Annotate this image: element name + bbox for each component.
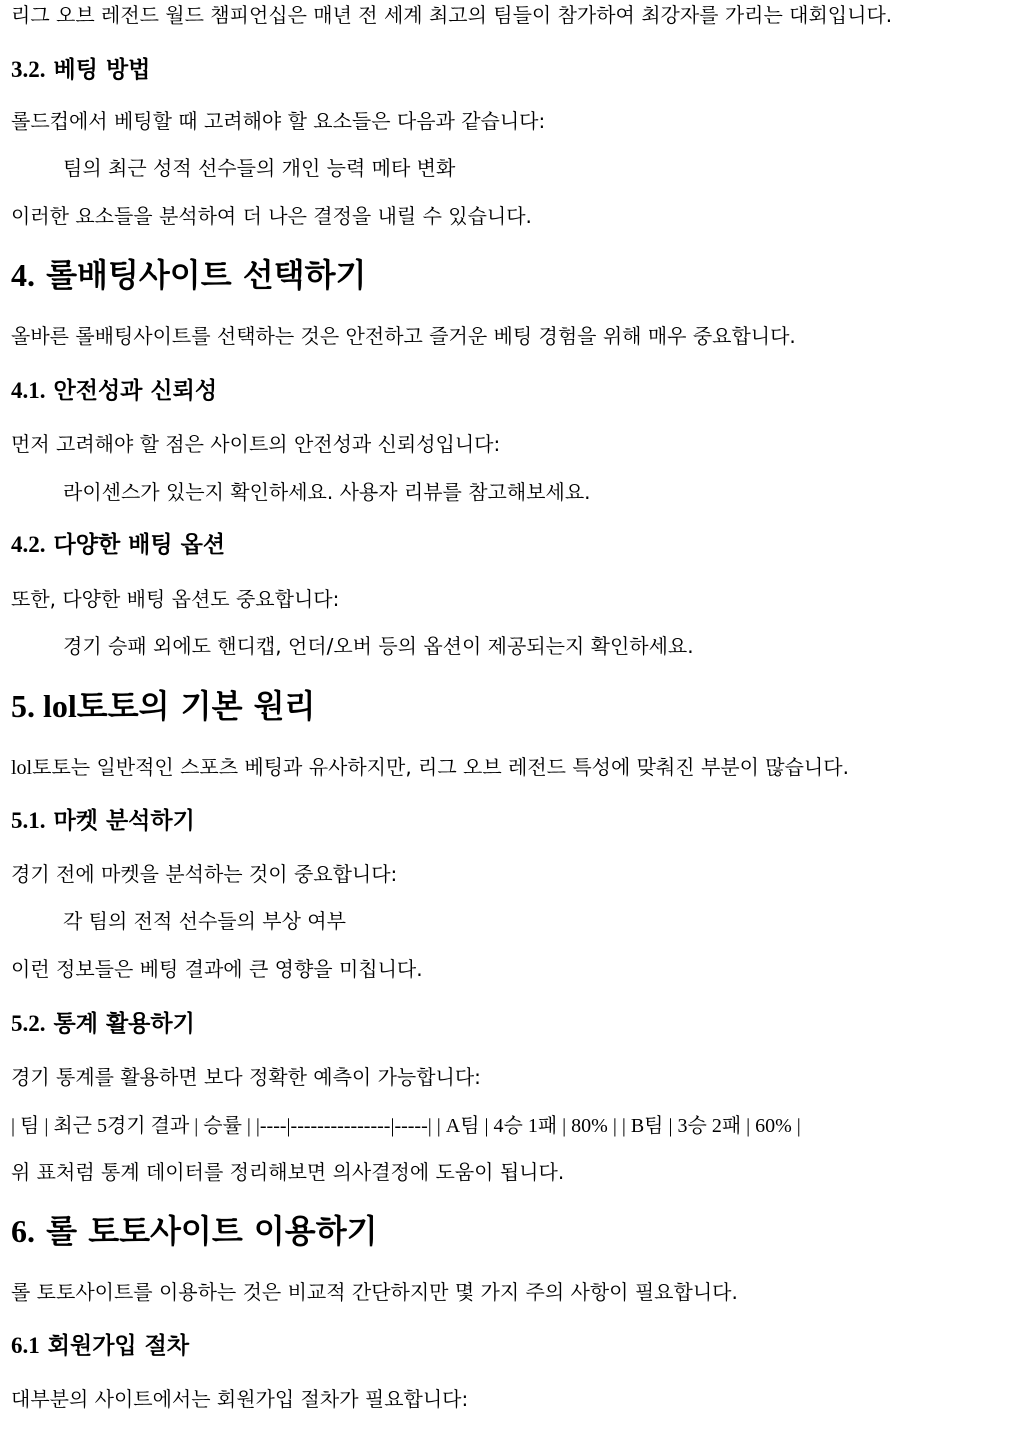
- section-number: 6.1: [11, 1333, 40, 1358]
- section-4-heading: [11, 256, 367, 294]
- section-5-paragraph: [11, 757, 849, 778]
- lol-prefix: lol: [11, 757, 33, 779]
- section-title: 회원가입 절차: [47, 1333, 190, 1359]
- section-3-2-paragraph-2: 이러한 요소들을 분석하여 더 나은 결정을 내릴 수 있습니다.: [11, 204, 532, 228]
- section-number: 4.: [11, 257, 35, 293]
- section-6-1-heading: [11, 1334, 189, 1358]
- section-number: 4.2.: [11, 532, 46, 557]
- section-3-2-paragraph: 롤드컵에서 베팅할 때 고려해야 할 요소들은 다음과 같습니다:: [11, 109, 546, 133]
- section-title: 토토의 기본 원리: [76, 687, 316, 725]
- raw-markdown-table: | 팀 | 최근 5경기 결과 | 승률 | |----|---------------|-----| | A팀 | 4승 1패 | 80% | | B팀 | 3승 2패 | 60% |: [11, 1115, 801, 1137]
- paragraph-text: 토토는 일반적인 스포츠 베팅과 유사하지만, 리그 오브 레전드 특성에 맞춰진 부분이 많습니다.: [32, 755, 849, 779]
- section-4-2-heading: [11, 533, 225, 557]
- section-3-2-heading: [11, 58, 150, 82]
- section-title: 베팅 방법: [53, 57, 151, 83]
- section-5-2-heading: [11, 1012, 195, 1036]
- section-4-2-list: 경기 승패 외에도 핸디캡, 언더/오버 등의 옵션이 제공되는지 확인하세요.: [63, 634, 694, 658]
- section-5-1-paragraph: 경기 전에 마켓을 분석하는 것이 중요합니다:: [11, 862, 398, 886]
- section-5-1-paragraph-2: 이런 정보들은 베팅 결과에 큰 영향을 미칩니다.: [11, 957, 423, 981]
- section-4-1-paragraph: 먼저 고려해야 할 점은 사이트의 안전성과 신뢰성입니다:: [11, 432, 501, 456]
- section-title: 다양한 배팅 옵션: [53, 532, 226, 558]
- section-5-2-paragraph-2: 위 표처럼 통계 데이터를 정리해보면 의사결정에 도움이 됩니다.: [11, 1160, 565, 1184]
- intro-paragraph: 리그 오브 레전드 월드 챔피언십은 매년 전 세계 최고의 팀들이 참가하여 최강자를 가리는 대회입니다.: [11, 3, 893, 27]
- section-4-1-heading: [11, 379, 217, 403]
- section-title: 롤배팅사이트 선택하기: [46, 256, 367, 294]
- section-3-2-list: 팀의 최근 성적 선수들의 개인 능력 메타 변화: [63, 156, 456, 180]
- section-number: 5. lol: [11, 688, 77, 724]
- section-number: 6.: [11, 1213, 35, 1249]
- section-6-heading: [11, 1212, 378, 1250]
- section-5-heading: [11, 687, 316, 725]
- section-title: 마켓 분석하기: [53, 808, 195, 834]
- section-6-paragraph: 롤 토토사이트를 이용하는 것은 비교적 간단하지만 몇 가지 주의 사항이 필요합니다.: [11, 1280, 738, 1304]
- section-5-1-list: 각 팀의 전적 선수들의 부상 여부: [63, 909, 346, 933]
- section-number: 5.1.: [11, 808, 46, 833]
- section-5-2-paragraph: 경기 통계를 활용하면 보다 정확한 예측이 가능합니다:: [11, 1065, 481, 1089]
- section-title: 통계 활용하기: [53, 1011, 195, 1037]
- section-title: 안전성과 신뢰성: [53, 378, 218, 404]
- section-number: 3.2.: [11, 57, 46, 82]
- section-number: 5.2.: [11, 1011, 46, 1036]
- section-5-1-heading: [11, 809, 195, 833]
- section-4-1-list: 라이센스가 있는지 확인하세요. 사용자 리뷰를 참고해보세요.: [63, 480, 591, 504]
- section-title: 롤 토토사이트 이용하기: [46, 1212, 378, 1250]
- section-4-paragraph: 올바른 롤배팅사이트를 선택하는 것은 안전하고 즐거운 베팅 경험을 위해 매우 중요합니다.: [11, 324, 796, 348]
- section-6-1-paragraph: 대부분의 사이트에서는 회원가입 절차가 필요합니다:: [11, 1387, 469, 1411]
- section-4-2-paragraph: 또한, 다양한 배팅 옵션도 중요합니다:: [11, 587, 340, 611]
- section-number: 4.1.: [11, 378, 46, 403]
